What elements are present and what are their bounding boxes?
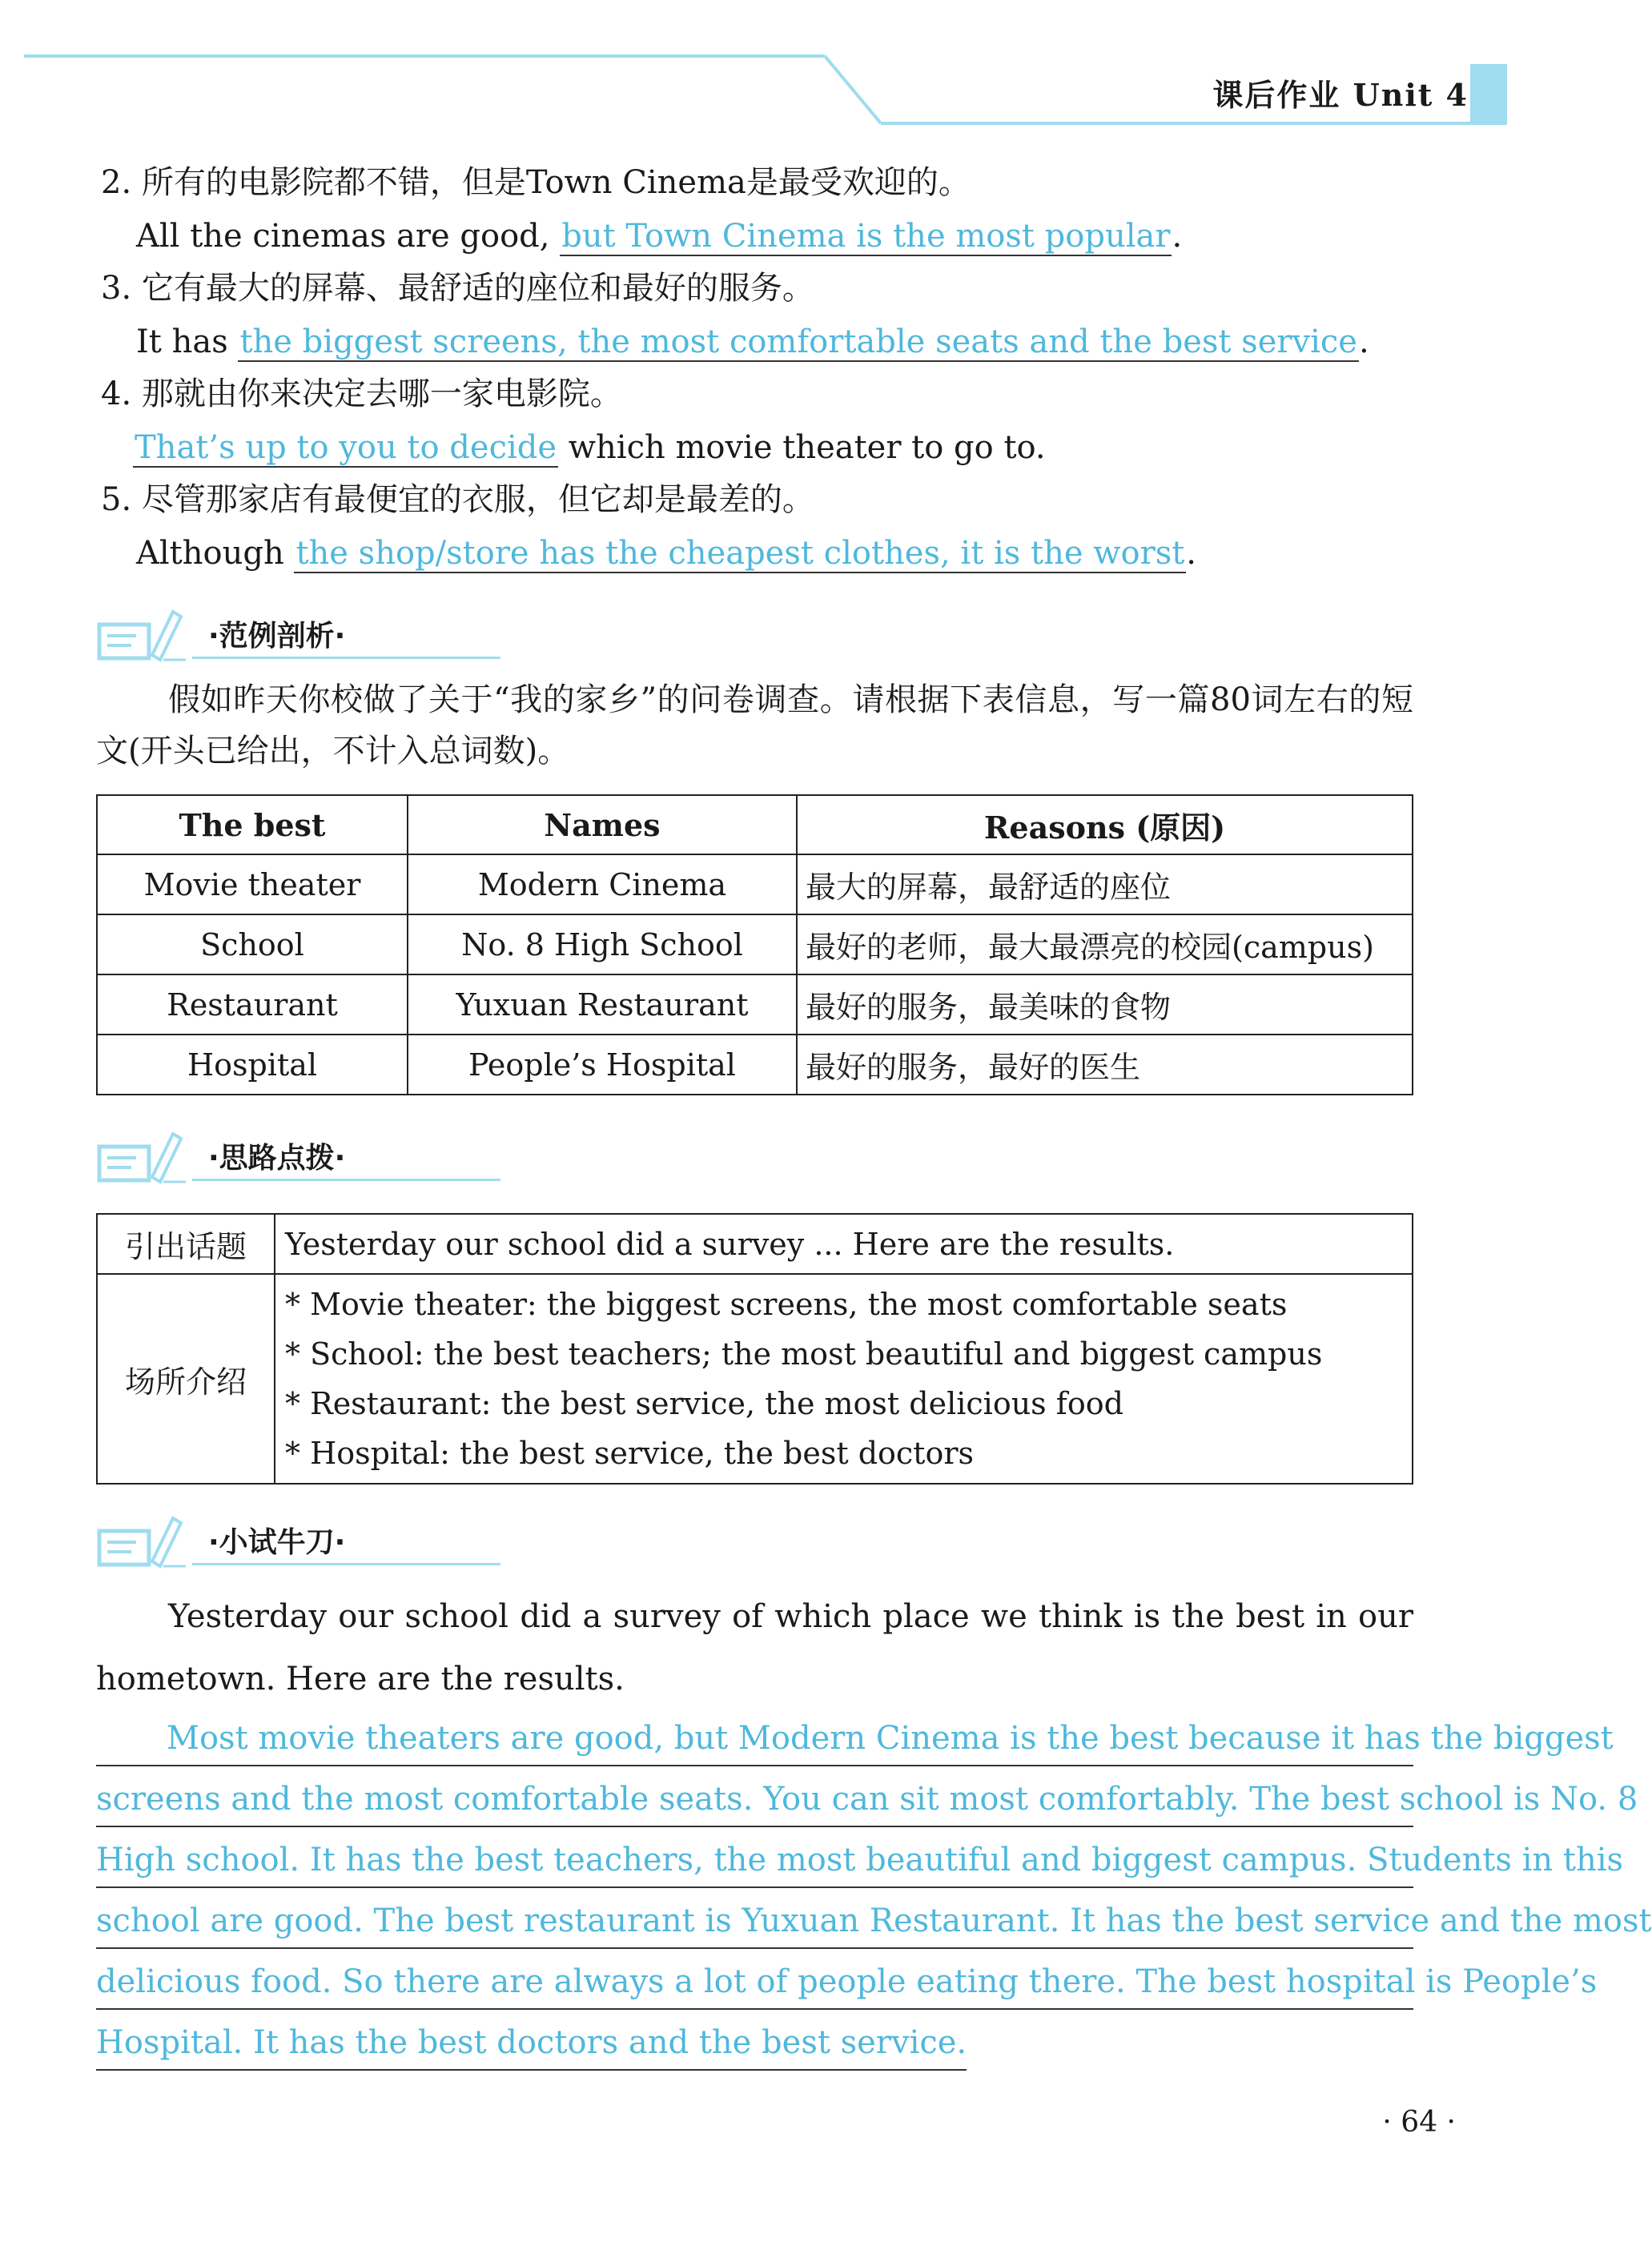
outline-label-places: 场所介绍 bbox=[97, 1274, 275, 1484]
section-label-practice: ·小试牛刀· bbox=[208, 1526, 346, 1559]
table-header: Names bbox=[408, 795, 797, 854]
essay-line: Most movie theaters are good, but Modern Cinema is the best because it has the biggest bbox=[96, 1706, 1413, 1766]
info-table bbox=[96, 794, 1413, 1095]
section-heading-practice bbox=[96, 1513, 512, 1569]
exercise-4-cn: 4. 那就由你来决定去哪一家电影院。 bbox=[101, 376, 622, 412]
exercise-2-en: All the cinemas are good, but Town Cinema is the most popular. bbox=[136, 218, 1183, 255]
exercise-4-answer: That’s up to you to decide bbox=[135, 429, 557, 466]
essay-answer bbox=[96, 1706, 1652, 2074]
table-cell: 最好的服务，最好的医生 bbox=[797, 1035, 1413, 1095]
section-heading-example bbox=[96, 607, 512, 663]
table-cell: Yuxuan Restaurant bbox=[408, 974, 797, 1035]
table-row bbox=[97, 854, 1413, 914]
table-cell: Movie theater bbox=[97, 854, 408, 914]
writing-prompt: 假如昨天你校做了关于“我的家乡”的问卷调查。请根据下表信息，写一篇80词左右的短文(开头已给出，不计入总词数)。 bbox=[96, 681, 1413, 769]
exercise-3-en: It has the biggest screens, the most comfortable seats and the best service. bbox=[136, 323, 1369, 360]
essay-line: school are good. The best restaurant is Yuxuan Restaurant. It has the best service and the most bbox=[96, 1888, 1413, 1949]
outline-item: * Hospital: the best service, the best doctors bbox=[285, 1436, 974, 1471]
pencil-notebook-icon bbox=[96, 607, 184, 663]
outline-topic-text: Yesterday our school did a survey ... Here are the results. bbox=[275, 1214, 1413, 1274]
table-row bbox=[97, 1274, 1413, 1484]
table-cell: Restaurant bbox=[97, 974, 408, 1035]
outline-item: * Restaurant: the best service, the most delicious food bbox=[285, 1386, 1123, 1421]
exercise-5-en: Although the shop/store has the cheapest clothes, it is the worst. bbox=[136, 535, 1197, 572]
table-cell: 最大的屏幕，最舒适的座位 bbox=[797, 854, 1413, 914]
table-row bbox=[97, 914, 1413, 974]
table-cell: 最好的服务，最美味的食物 bbox=[797, 974, 1413, 1035]
exercise-5-answer: the shop/store has the cheapest clothes, it is the worst bbox=[295, 535, 1185, 572]
table-header: The best bbox=[97, 795, 408, 854]
table-cell: School bbox=[97, 914, 408, 974]
table-row bbox=[97, 1035, 1413, 1095]
exercise-2-cn: 2. 所有的电影院都不错，但是Town Cinema是最受欢迎的。 bbox=[101, 164, 971, 201]
section-heading-thinking bbox=[96, 1129, 512, 1185]
section-rule bbox=[192, 657, 500, 659]
essay-line: Hospital. It has the best doctors and the best service. bbox=[96, 2010, 967, 2071]
section-label-example: ·范例剖析· bbox=[208, 620, 346, 653]
table-cell: 最好的老师，最大最漂亮的校园(campus) bbox=[797, 914, 1413, 974]
table-cell: People’s Hospital bbox=[408, 1035, 797, 1095]
page-number: · 64 · bbox=[1382, 2106, 1456, 2139]
essay-line: High school. It has the best teachers, the most beautiful and biggest campus. Students in this bbox=[96, 1827, 1413, 1888]
table-cell: Hospital bbox=[97, 1035, 408, 1095]
exercise-3-answer: the biggest screens, the most comfortable seats and the best service bbox=[239, 323, 1357, 360]
table-row bbox=[97, 1214, 1413, 1274]
section-rule bbox=[192, 1179, 500, 1181]
header-title: 课后作业 Unit 4 bbox=[1212, 77, 1469, 113]
section-label-thinking: ·思路点拨· bbox=[208, 1142, 346, 1175]
outline-item: * School: the best teachers; the most beautiful and biggest campus bbox=[285, 1336, 1323, 1372]
header-tab bbox=[1470, 64, 1507, 125]
essay-line: screens and the most comfortable seats. You can sit most comfortably. The best school is No. 8 bbox=[96, 1766, 1413, 1827]
essay-opening: Yesterday our school did a survey of which place we think is the best in our hometown. Here are the results. bbox=[96, 1598, 1413, 1698]
table-header: Reasons (原因) bbox=[797, 795, 1413, 854]
table-cell: Modern Cinema bbox=[408, 854, 797, 914]
outline-table bbox=[96, 1213, 1413, 1485]
essay-line: delicious food. So there are always a lot of people eating there. The best hospital is People’s bbox=[96, 1949, 1413, 2010]
exercise-3-cn: 3. 它有最大的屏幕、最舒适的座位和最好的服务。 bbox=[101, 270, 814, 307]
section-rule bbox=[192, 1563, 500, 1565]
outline-item: * Movie theater: the biggest screens, the most comfortable seats bbox=[285, 1287, 1288, 1322]
pencil-notebook-icon bbox=[96, 1129, 184, 1185]
pencil-notebook-icon bbox=[96, 1513, 184, 1569]
table-row bbox=[97, 974, 1413, 1035]
exercise-4-en: That’s up to you to decide which movie theater to go to. bbox=[135, 429, 1046, 466]
table-cell: No. 8 High School bbox=[408, 914, 797, 974]
exercise-5-cn: 5. 尽管那家店有最便宜的衣服，但它却是最差的。 bbox=[101, 481, 814, 518]
exercise-2-answer: but Town Cinema is the most popular bbox=[561, 218, 1171, 255]
outline-label-topic: 引出话题 bbox=[97, 1214, 275, 1274]
